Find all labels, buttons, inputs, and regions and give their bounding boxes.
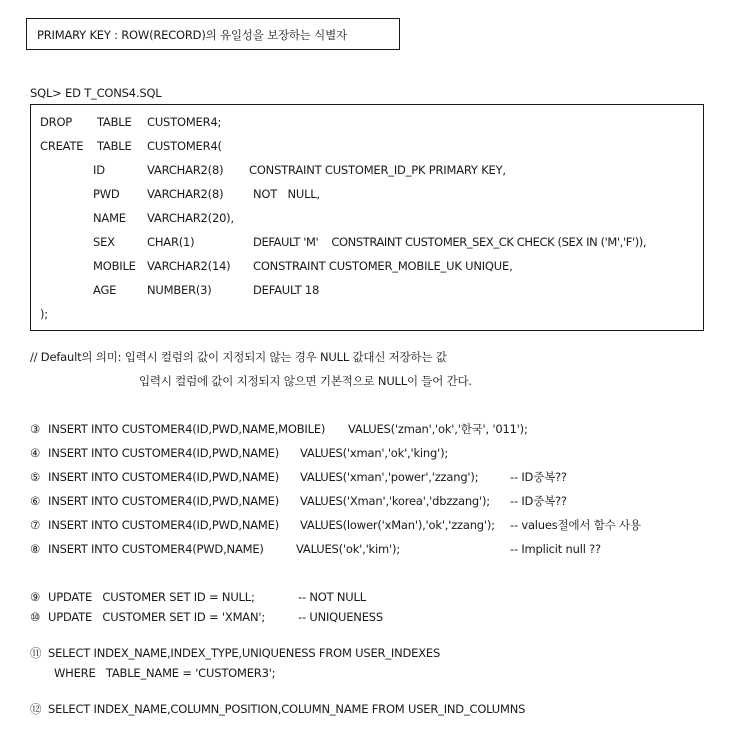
col-name-name: NAME xyxy=(93,211,126,225)
code-create-keyword: CREATE xyxy=(40,139,84,153)
title-text: PRIMARY KEY : ROW(RECORD)의 유일성을 보장하는 식별자 xyxy=(37,28,347,42)
code-create-name: CUSTOMER4( xyxy=(147,139,222,153)
col-mobile-name: MOBILE xyxy=(93,259,136,273)
insert-8-values: VALUES('ok','kim'); xyxy=(296,542,400,556)
sql-prompt: SQL> ED T_CONS4.SQL xyxy=(30,86,162,100)
code-drop-name: CUSTOMER4; xyxy=(147,115,222,129)
insert-5-comment: -- ID중복?? xyxy=(510,470,567,484)
insert-8-num: ⑧ xyxy=(30,542,41,556)
update-9-stmt: UPDATE CUSTOMER SET ID = NULL; xyxy=(48,590,255,604)
update-10-comment: -- UNIQUENESS xyxy=(298,610,383,624)
code-close: ); xyxy=(40,307,48,321)
col-mobile-type: VARCHAR2(14) xyxy=(147,259,231,273)
insert-3-num: ③ xyxy=(30,422,41,436)
col-sex-type: CHAR(1) xyxy=(147,235,195,249)
insert-8-comment: -- Implicit null ?? xyxy=(510,542,601,556)
insert-6-values: VALUES('Xman','korea','dbzzang'); xyxy=(300,494,490,508)
update-9-num: ⑨ xyxy=(30,590,41,604)
insert-7-num: ⑦ xyxy=(30,518,41,532)
select-12-num: ⑫ xyxy=(30,702,42,716)
insert-5-num: ⑤ xyxy=(30,470,41,484)
select-11-line2: WHERE TABLE_NAME = 'CUSTOMER3'; xyxy=(54,666,276,680)
insert-6-stmt: INSERT INTO CUSTOMER4(ID,PWD,NAME) xyxy=(48,494,279,508)
insert-4-num: ④ xyxy=(30,446,41,460)
insert-5-stmt: INSERT INTO CUSTOMER4(ID,PWD,NAME) xyxy=(48,470,279,484)
update-10-num: ⑩ xyxy=(30,610,41,624)
insert-6-num: ⑥ xyxy=(30,494,41,508)
default-note-line2: 입력시 컬럼에 값이 지정되지 않으면 기본적으로 NULL이 들어 간다. xyxy=(139,374,472,388)
col-mobile-constraint: CONSTRAINT CUSTOMER_MOBILE_UK UNIQUE, xyxy=(253,259,513,273)
insert-3-stmt: INSERT INTO CUSTOMER4(ID,PWD,NAME,MOBILE) xyxy=(48,422,326,436)
insert-6-comment: -- ID중복?? xyxy=(510,494,567,508)
col-id-constraint: CONSTRAINT CUSTOMER_ID_PK PRIMARY KEY, xyxy=(249,163,506,177)
col-sex-name: SEX xyxy=(93,235,115,249)
code-drop-keyword: DROP xyxy=(40,115,73,129)
col-name-type: VARCHAR2(20), xyxy=(147,211,234,225)
col-id-name: ID xyxy=(93,163,105,177)
code-drop-table: TABLE xyxy=(97,115,132,129)
insert-4-stmt: INSERT INTO CUSTOMER4(ID,PWD,NAME) xyxy=(48,446,279,460)
col-pwd-type: VARCHAR2(8) xyxy=(147,187,224,201)
insert-7-stmt: INSERT INTO CUSTOMER4(ID,PWD,NAME) xyxy=(48,518,279,532)
select-11-line1: SELECT INDEX_NAME,INDEX_TYPE,UNIQUENESS FROM USER_INDEXES xyxy=(48,646,441,660)
col-id-type: VARCHAR2(8) xyxy=(147,163,224,177)
insert-8-stmt: INSERT INTO CUSTOMER4(PWD,NAME) xyxy=(48,542,264,556)
col-pwd-constraint: NOT NULL, xyxy=(253,187,320,201)
col-pwd-name: PWD xyxy=(93,187,120,201)
insert-3-values: VALUES('zman','ok','한국', '011'); xyxy=(348,422,528,436)
insert-7-values: VALUES(lower('xMan'),'ok','zzang'); xyxy=(300,518,495,532)
col-age-constraint: DEFAULT 18 xyxy=(253,283,320,297)
insert-7-comment: -- values절에서 함수 사용 xyxy=(510,518,641,532)
select-11-num: ⑪ xyxy=(30,646,42,660)
insert-4-values: VALUES('xman','ok','king'); xyxy=(300,446,449,460)
update-9-comment: -- NOT NULL xyxy=(298,590,366,604)
update-10-stmt: UPDATE CUSTOMER SET ID = 'XMAN'; xyxy=(48,610,266,624)
insert-5-values: VALUES('xman','power','zzang'); xyxy=(300,470,479,484)
col-age-type: NUMBER(3) xyxy=(147,283,212,297)
col-age-name: AGE xyxy=(93,283,117,297)
select-12-line1: SELECT INDEX_NAME,COLUMN_POSITION,COLUMN_NAME FROM USER_IND_COLUMNS xyxy=(48,702,526,716)
default-note-line1: // Default의 의미: 입력시 컬럼의 값이 지정되지 않는 경우 NULL 값대신 저장하는 값 xyxy=(30,350,447,364)
col-sex-constraint: DEFAULT 'M' CONSTRAINT CUSTOMER_SEX_CK CHECK (SEX IN ('M','F')), xyxy=(253,235,647,249)
code-create-table: TABLE xyxy=(97,139,132,153)
